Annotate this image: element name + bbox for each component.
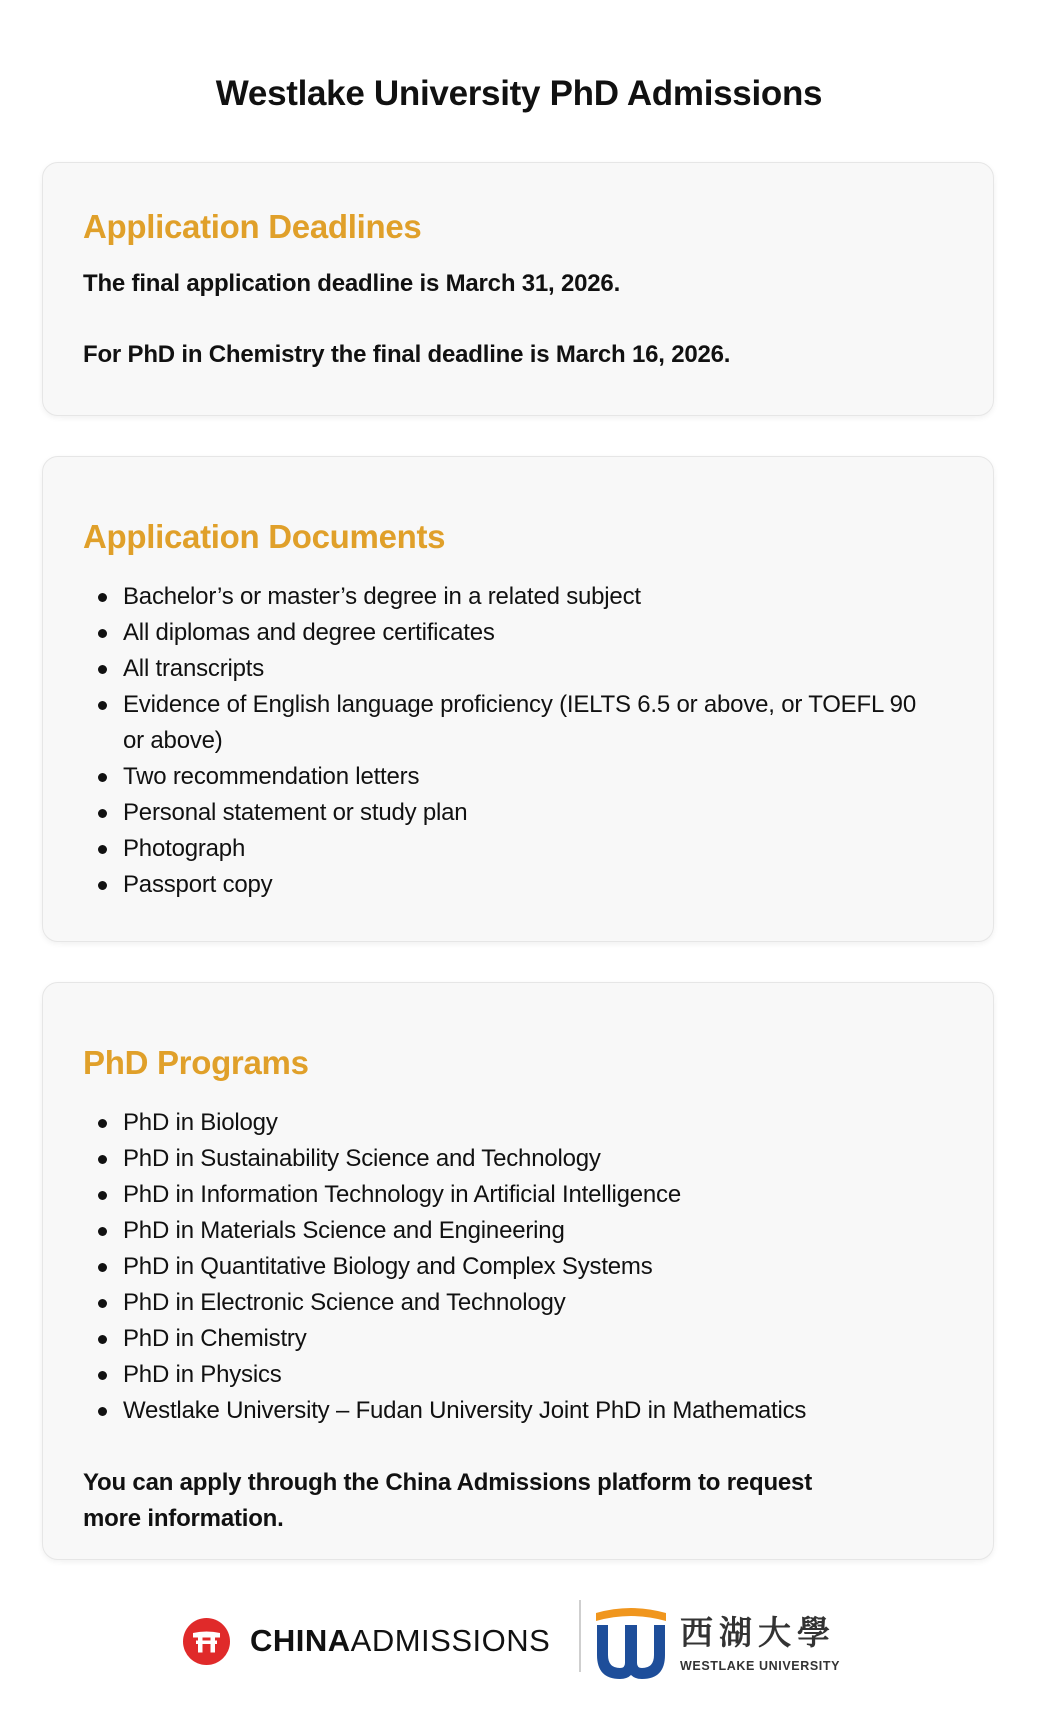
programs-list xyxy=(83,1105,923,1429)
logo-divider xyxy=(579,1600,581,1672)
list-item: Evidence of English language proficiency (IELTS 6.5 or above, or TOEFL 90 or above) xyxy=(123,687,923,759)
list-item: PhD in Information Technology in Artificial Intelligence xyxy=(123,1177,923,1213)
apply-cta-text: You can apply through the China Admissions platform to request more information. xyxy=(83,1469,812,1532)
list-item: Two recommendation letters xyxy=(123,759,923,795)
list-item: Personal statement or study plan xyxy=(123,795,923,831)
westlake-emblem-icon xyxy=(594,1601,668,1681)
list-item: All transcripts xyxy=(123,651,923,687)
china-admissions-wordmark xyxy=(250,1617,550,1665)
torii-gate-icon xyxy=(183,1618,230,1665)
wordmark-china: CHINA xyxy=(250,1623,351,1658)
list-item: Photograph xyxy=(123,831,923,867)
footer-logos xyxy=(0,1595,1038,1685)
programs-heading: PhD Programs xyxy=(83,1044,309,1081)
documents-heading: Application Documents xyxy=(83,518,446,555)
list-item: PhD in Materials Science and Engineering xyxy=(123,1213,923,1249)
list-item: Passport copy xyxy=(123,867,923,903)
deadlines-card xyxy=(42,162,994,416)
page-title: Westlake University PhD Admissions xyxy=(215,74,823,113)
list-item: Westlake University – Fudan University Joint PhD in Mathematics xyxy=(123,1393,923,1429)
wordmark-admissions: ADMISSIONS xyxy=(350,1623,551,1658)
deadlines-heading: Application Deadlines xyxy=(83,208,422,245)
westlake-english-name: WESTLAKE UNIVERSITY xyxy=(680,1659,841,1673)
china-admissions-logo xyxy=(183,1617,550,1665)
list-item: PhD in Biology xyxy=(123,1105,923,1141)
list-item: Bachelor’s or master’s degree in a related subject xyxy=(123,579,923,615)
chemistry-deadline-text: For PhD in Chemistry the final deadline is March 16, 2026. xyxy=(83,341,731,368)
programs-card xyxy=(42,982,994,1560)
list-item: All diplomas and degree certificates xyxy=(123,615,923,651)
list-item: PhD in Sustainability Science and Technology xyxy=(123,1141,923,1177)
list-item: PhD in Physics xyxy=(123,1357,923,1393)
list-item: PhD in Electronic Science and Technology xyxy=(123,1285,923,1321)
documents-list xyxy=(83,579,923,903)
general-deadline-text: The final application deadline is March 31, 2026. xyxy=(83,270,621,297)
westlake-university-logo xyxy=(594,1601,854,1681)
documents-card xyxy=(42,456,994,942)
list-item: PhD in Quantitative Biology and Complex Systems xyxy=(123,1249,923,1285)
list-item: PhD in Chemistry xyxy=(123,1321,923,1357)
westlake-chinese-name: 西湖大學 xyxy=(680,1613,836,1652)
